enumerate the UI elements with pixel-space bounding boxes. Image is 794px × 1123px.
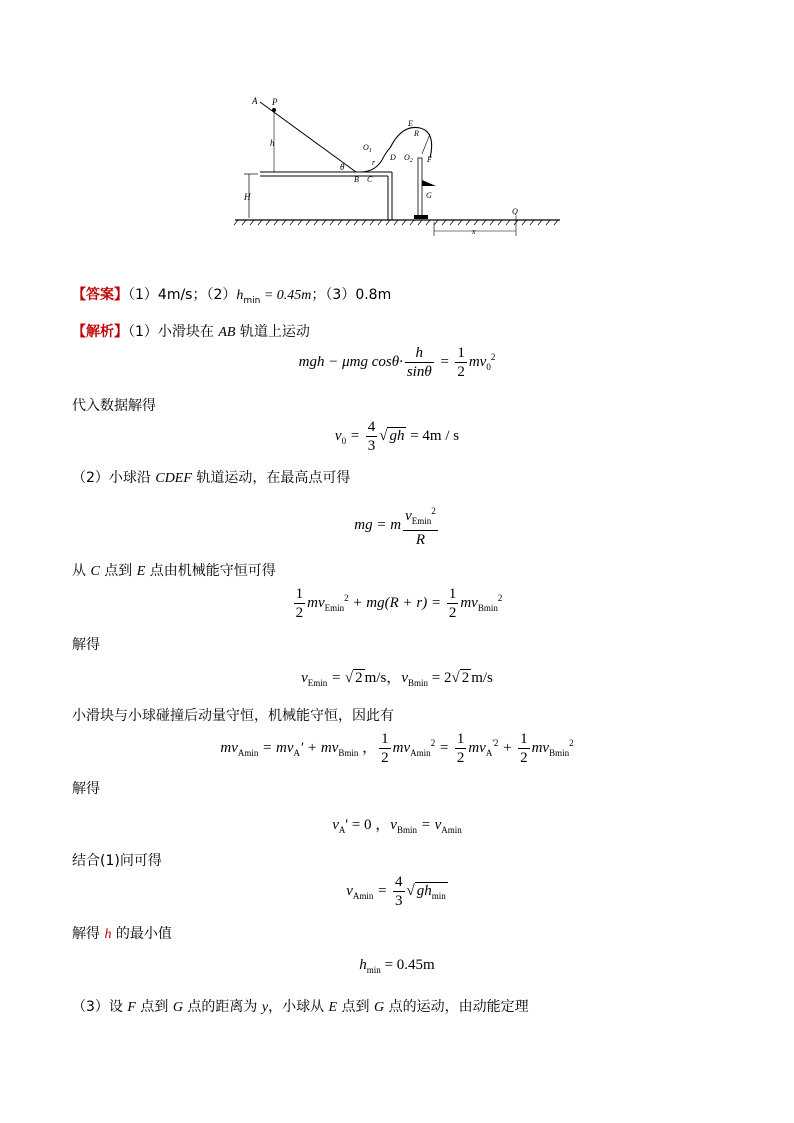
equation-6: $mv_{Amin} = mv_A' + mv_{Bmin}$ ， $\frac{1}{2}$ $mv_{Amin}^2$ = $\frac{1}{2}$ $mv_A^{'2}$ + $\frac{1}{2}$ $mv_{Bmin}^2$ bbox=[220, 731, 574, 766]
analysis-line-10: （3）设 F 点到 G 点的距离为 y，小球从 E 点到 G 点的运动，由动能定理 bbox=[72, 999, 529, 1015]
analysis-line-5: 解得 bbox=[72, 637, 100, 653]
label-H: H bbox=[244, 192, 251, 202]
equation-9: $h_{min} = 0.45m$ bbox=[359, 957, 435, 975]
analysis-tag: 【解析】 bbox=[72, 324, 128, 340]
answer-line: 【答案】（1）4m/s；$(2)h_{min} = 0.45m$；（3）0.8m bbox=[72, 287, 392, 306]
analysis-line-7: 解得 bbox=[72, 781, 100, 797]
analysis-line-1: 【解析】（1）小滑块在 AB 轨道上运动 bbox=[72, 324, 310, 340]
equation-4: $\frac{1}{2}$ $mv_{Emin}^2 + mg(R + r)$ = $\frac{1}{2}$ $mv_{Bmin}^2$ bbox=[295, 586, 503, 621]
label-theta: θ bbox=[340, 162, 345, 172]
label-Q: Q bbox=[512, 207, 518, 216]
label-O2: $O_2$ bbox=[404, 153, 413, 164]
label-C: C bbox=[367, 175, 373, 184]
label-D: D bbox=[390, 153, 396, 162]
label-A: A bbox=[252, 96, 258, 106]
equation-8: $v_{Amin}$ = $\frac{4}{3}$ √ $gh_{min}$ bbox=[346, 874, 446, 909]
analysis-line-9: 解得 h 的最小值 bbox=[72, 926, 172, 942]
label-E: E bbox=[408, 119, 413, 128]
track-diagram bbox=[230, 88, 570, 248]
label-x: x bbox=[472, 227, 476, 236]
label-P: P bbox=[272, 97, 278, 107]
equation-3: mg = m $\frac{v_{Emin}^2}{R}$ bbox=[0, 502, 794, 549]
label-r: r bbox=[372, 158, 376, 167]
analysis-line-6: 小滑块与小球碰撞后动量守恒，机械能守恒，因此有 bbox=[72, 708, 394, 724]
label-F: F bbox=[427, 155, 432, 164]
equation-2: $v_0$ = $\frac{4}{3}$ √ gh = 4m / s bbox=[334, 419, 460, 454]
analysis-line-2: 代入数据解得 bbox=[72, 398, 156, 414]
analysis-line-3: （2）小球沿 CDEF 轨道运动，在最高点可得 bbox=[72, 470, 351, 486]
label-B: B bbox=[354, 175, 359, 184]
answer-tag: 【答案】 bbox=[72, 287, 128, 303]
analysis-line-8: 结合(1)问可得 bbox=[72, 853, 162, 869]
label-O1: $O_1$ bbox=[363, 143, 372, 154]
label-h: h bbox=[270, 138, 275, 148]
label-R: R bbox=[414, 129, 419, 138]
analysis-line-4: 从 C 点到 E 点由机械能守恒可得 bbox=[72, 563, 276, 579]
equation-5: $v_{Emin}$ = √ 2 m/s，$v_{Bmin} = 2√$ 2 m/s bbox=[301, 670, 493, 688]
label-G: G bbox=[426, 191, 432, 200]
equation-7: $v_A' = 0$ ，$v_{Bmin} = v_{Amin}$ bbox=[332, 817, 462, 835]
equation-1: mgh − μmg cosθ· $\frac{h}{\sin\theta}$ = $\frac{1}{2}$ $mv_0^2$ bbox=[298, 345, 496, 380]
